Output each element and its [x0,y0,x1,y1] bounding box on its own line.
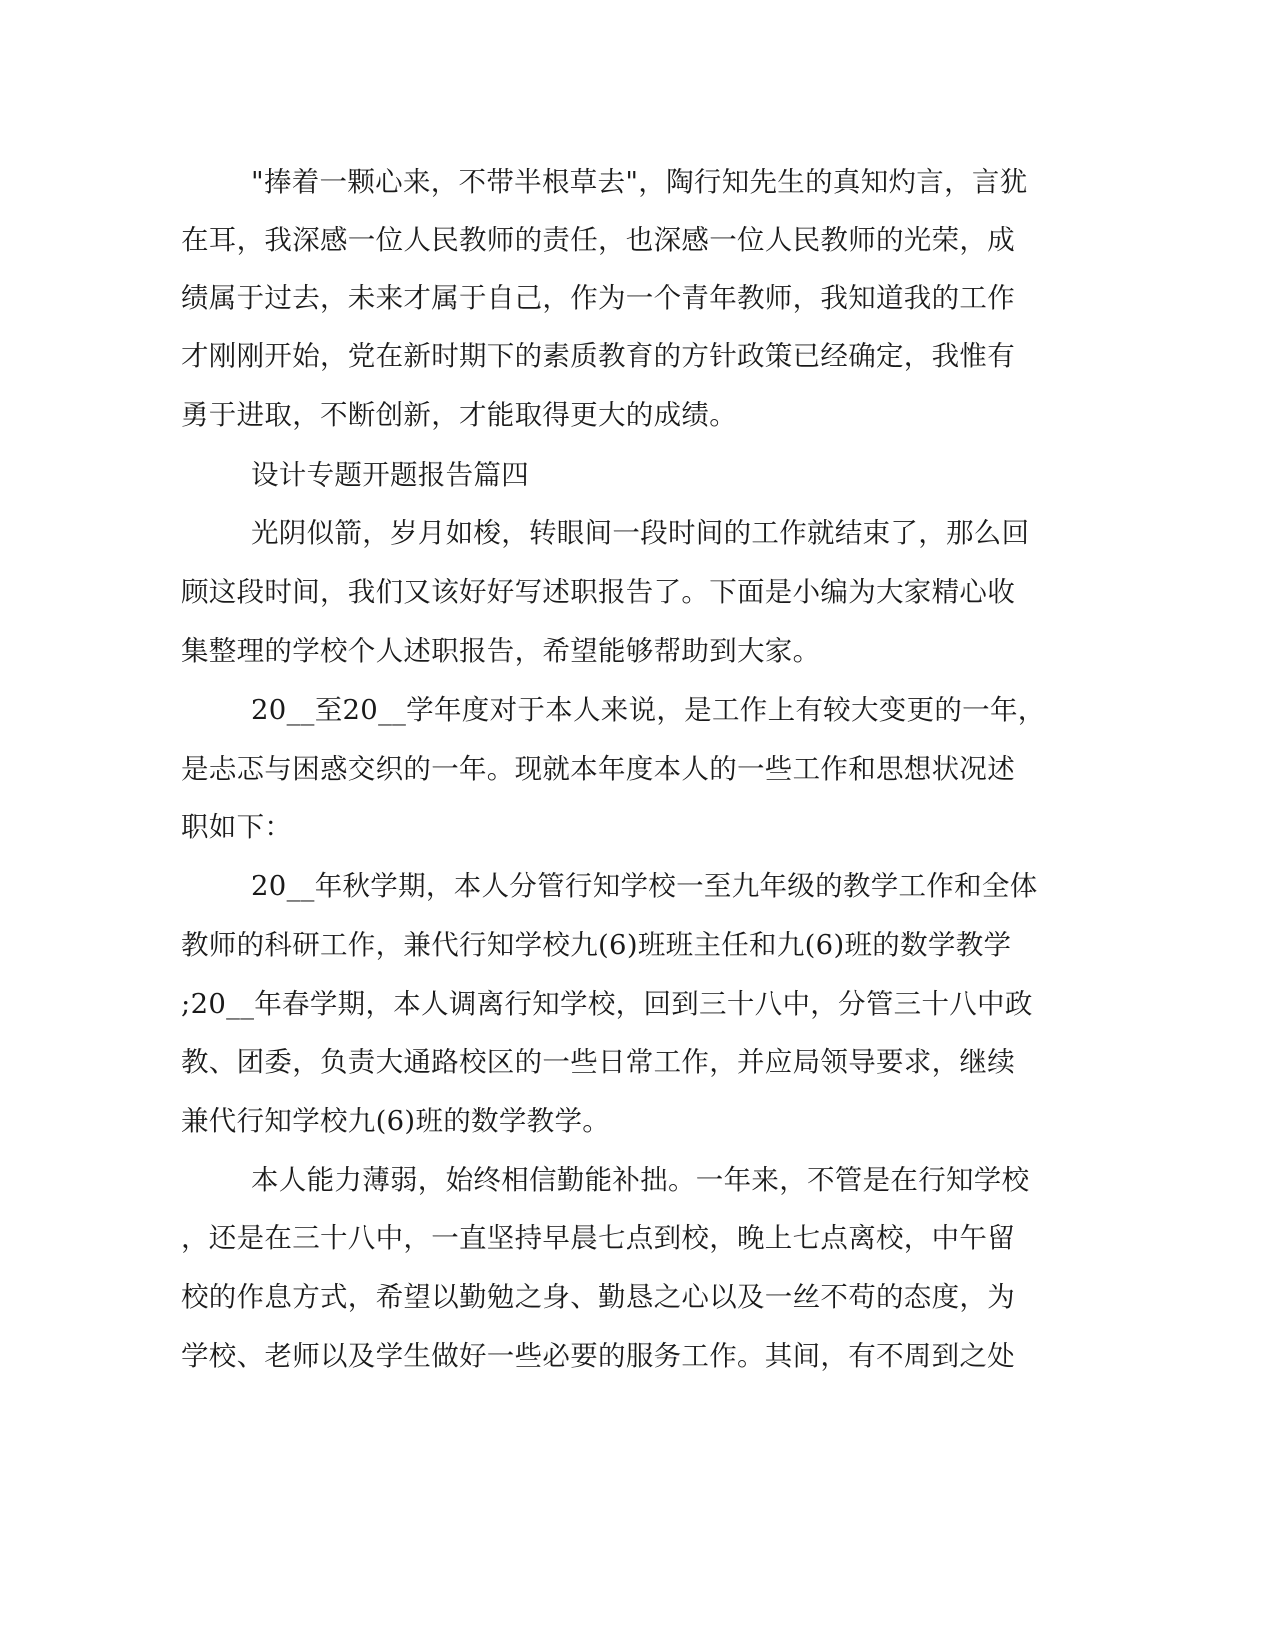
paragraph-line: 兼代行知学校九(6)班的数学教学。 [181,1105,611,1137]
paragraph-line: 光阴似箭，岁月如梭，转眼间一段时间的工作就结束了，那么回 [251,517,1030,549]
paragraph-line: 教师的科研工作，兼代行知学校九(6)班班主任和九(6)班的数学教学 [181,929,1012,961]
paragraph-line: 教、团委，负责大通路校区的一些日常工作，并应局领导要求，继续 [181,1046,1015,1078]
paragraph-line: 是忐忑与困惑交织的一年。现就本年度本人的一些工作和思想状况述 [181,753,1015,785]
paragraph-line: 在耳，我深感一位人民教师的责任，也深感一位人民教师的光荣，成 [181,224,1015,256]
paragraph-line: 才刚刚开始，党在新时期下的素质教育的方针政策已经确定，我惟有 [181,340,1015,372]
paragraph-line: ，还是在三十八中，一直坚持早晨七点到校，晚上七点离校，中午留 [181,1222,1015,1254]
paragraph-line: 职如下： [181,811,293,843]
section-heading: 设计专题开题报告篇四 [251,459,529,491]
paragraph-line: 顾这段时间，我们又该好好写述职报告了。下面是小编为大家精心收 [181,576,1015,608]
paragraph-line: "捧着一颗心来，不带半根草去"，陶行知先生的真知灼言，言犹 [251,166,1028,198]
paragraph-line: 校的作息方式，希望以勤勉之身、勤恳之心以及一丝不苟的态度，为 [181,1281,1015,1313]
paragraph-line: 20__至20__学年度对于本人来说，是工作上有较大变更的一年， [251,694,1046,726]
paragraph-line: ;20__年春学期，本人调离行知学校，回到三十八中，分管三十八中政 [181,988,1033,1020]
paragraph-line: 绩属于过去，未来才属于自己，作为一个青年教师，我知道我的工作 [181,282,1015,314]
paragraph-line: 20__年秋学期，本人分管行知学校一至九年级的教学工作和全体 [251,870,1038,902]
paragraph-line: 集整理的学校个人述职报告，希望能够帮助到大家。 [181,635,821,667]
paragraph-line: 本人能力薄弱，始终相信勤能补拙。一年来，不管是在行知学校 [251,1164,1030,1196]
paragraph-line: 勇于进取，不断创新，才能取得更大的成绩。 [181,399,737,431]
paragraph-line: 学校、老师以及学生做好一些必要的服务工作。其间，有不周到之处 [181,1340,1015,1372]
